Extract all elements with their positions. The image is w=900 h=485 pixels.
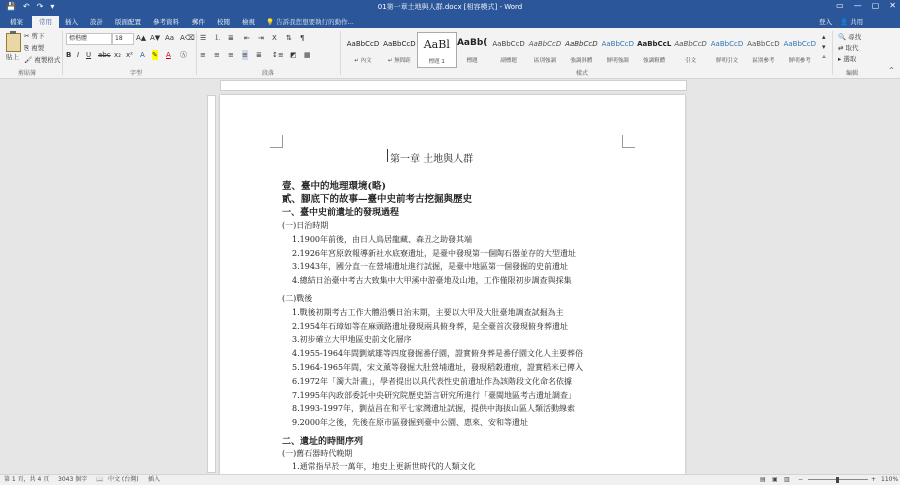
align-right-icon[interactable]: ≡ (228, 51, 234, 59)
style-item[interactable] (708, 32, 746, 66)
language-indicator[interactable]: 中文 (台灣) (108, 476, 139, 483)
editing-group-label: 編輯 (846, 70, 859, 77)
style-preview: AaBbCcD (747, 40, 780, 48)
share-icon: 👤 (840, 18, 849, 26)
list-item: 2.1954年石璋如等在麻頭路遺址發現兩具俯身葬，是全臺首次發現俯身葬遺址 (292, 322, 568, 331)
styles-scroll-down-icon[interactable]: ▾ (822, 43, 826, 51)
style-name: 標題 1 (428, 59, 445, 65)
style-preview: AaBbCcD (492, 40, 525, 48)
horizontal-ruler[interactable] (220, 80, 687, 91)
list-item: 2.1926年宮原敦報導新社水底寮遺址，是臺中發現第一個陶石器並存的大型遺址 (292, 249, 576, 258)
style-name: 鮮明參考 (788, 58, 811, 64)
align-center-icon[interactable]: ≡ (214, 51, 220, 59)
bold-icon[interactable]: B (66, 51, 72, 59)
zoom-in-button[interactable]: + (871, 476, 877, 483)
style-name: ↵ 內文 (354, 58, 372, 64)
share-button[interactable] (840, 17, 863, 26)
tab-references[interactable]: 參考資料 (153, 18, 179, 26)
style-item[interactable] (453, 32, 491, 66)
tab-mailings[interactable]: 郵件 (192, 18, 205, 26)
tab-layout[interactable]: 版面配置 (115, 18, 141, 26)
list-item: 7.1995年內政部委託中央研究院歷史語言研究所進行「臺閩地區考古遺址調查」 (292, 391, 576, 400)
heading-time-series: 二、遺址的時間序列 (282, 437, 364, 447)
copy-button[interactable] (24, 43, 44, 53)
line-spacing-icon[interactable]: ↕≡ (272, 51, 284, 59)
chinese-layout-icon[interactable]: Ⅹ (272, 34, 277, 42)
list-item: 8.1993-1997年，劉益昌在和平七家灣遺址試掘，提供中海拔山區人類活動線索 (292, 404, 576, 413)
style-name: 鮮明強調 (606, 58, 629, 64)
tab-view[interactable]: 檢視 (242, 18, 255, 26)
find-button[interactable] (838, 32, 861, 41)
underline-icon[interactable]: U (86, 51, 92, 59)
justify-icon[interactable]: ≡ (242, 51, 248, 59)
change-case-icon[interactable]: Aa (165, 34, 175, 42)
heading-archaeology: 貳、腳底下的故事—臺中史前考古挖掘與歷史 (282, 194, 473, 205)
list-item: 5.1964-1965年間，宋文薰等發掘大肚營埔遺址，發現稻穀遺痕，證實稻米已傳入 (292, 363, 584, 372)
superscript-icon[interactable]: x² (126, 51, 133, 59)
minimize-button[interactable]: — (853, 1, 862, 10)
vertical-ruler[interactable] (207, 95, 216, 473)
grow-font-icon[interactable]: A▲ (136, 34, 147, 42)
replace-icon: ⇄ (838, 44, 844, 52)
zoom-slider-thumb[interactable] (836, 477, 839, 483)
copy-icon: ⎘ (24, 44, 30, 52)
heading-discovery: 一、臺中史前遺址的發現過程 (282, 208, 400, 218)
replace-button[interactable] (838, 43, 859, 52)
redo-icon[interactable]: ↷ (36, 2, 44, 11)
style-item[interactable] (380, 32, 418, 66)
style-item[interactable] (526, 32, 564, 66)
style-preview: AaBb( (456, 38, 488, 48)
style-preview: AaBbCcD (528, 40, 562, 48)
style-name: 強調粗體 (643, 58, 666, 64)
tab-review[interactable]: 校閱 (217, 18, 230, 26)
maximize-button[interactable]: ▢ (871, 1, 880, 10)
font-name-dropdown[interactable]: 標楷體 (66, 33, 112, 45)
style-name: ↵ 無間距 (387, 58, 411, 64)
format-painter-label: 複製格式 (34, 56, 61, 64)
tab-insert[interactable]: 插入 (65, 18, 78, 26)
cut-button[interactable] (24, 31, 45, 40)
styles-more-icon[interactable]: ⩡ (822, 53, 826, 61)
format-painter-button[interactable] (24, 55, 60, 64)
style-item[interactable] (672, 32, 710, 66)
font-size-dropdown[interactable]: 18 (112, 33, 134, 45)
show-marks-icon[interactable]: ¶ (300, 34, 305, 42)
cut-label: 剪下 (31, 32, 45, 40)
paragraph-group-label: 段落 (262, 70, 275, 77)
print-layout-icon[interactable]: ▣ (772, 476, 778, 483)
list-item: 4.1955-1964年間劉斌雄等四度發掘番仔園，證實俯身葬是番仔園文化人主要葬俗 (292, 349, 584, 358)
save-icon[interactable]: 💾 (6, 2, 16, 11)
close-button[interactable]: ✕ (889, 1, 896, 10)
insert-mode[interactable]: 插入 (148, 476, 161, 483)
style-name: 區別強調 (533, 58, 556, 64)
status-bar (0, 474, 900, 485)
brush-icon: 🖌 (24, 56, 33, 64)
style-item[interactable] (599, 32, 637, 66)
paste-button-label[interactable]: 貼上 (6, 53, 19, 61)
numbering-icon[interactable]: ⒈ (214, 34, 221, 42)
proofing-icon[interactable]: 📖 (96, 476, 104, 483)
styles-scroll-up-icon[interactable]: ▴ (822, 33, 826, 41)
list-item: 1.通常指早於一萬年，地史上更新世時代的人類文化 (292, 462, 476, 471)
subscript-icon[interactable]: x₂ (114, 51, 121, 59)
list-item: 3.初步確立大甲地區史前文化層序 (292, 335, 412, 344)
list-item: 4.總結日治臺中考古大致集中大甲溪中游臺地及山地，工作僅限初步調查與採集 (292, 276, 572, 285)
crop-mark (622, 135, 635, 148)
style-name: 鮮明引文 (715, 58, 738, 64)
text-effects-icon[interactable]: A (140, 51, 145, 59)
tab-home[interactable]: 常用 (32, 16, 59, 28)
replace-label: 取代 (845, 44, 859, 52)
highlight-icon[interactable]: ✎ (152, 51, 158, 59)
scissors-icon: ✂ (24, 32, 30, 40)
ribbon-home (0, 28, 900, 79)
chapter-title: 第一章 土地與人群 (390, 150, 473, 165)
word-count[interactable]: 3043 個字 (58, 476, 88, 483)
sign-in-link[interactable]: 登入 (819, 18, 832, 26)
divider (196, 31, 197, 75)
ribbon-display-options-icon[interactable]: ▭ (836, 1, 844, 10)
style-preview: AaBbCcD (601, 40, 635, 48)
list-item: 6.1972年「濁大計畫」，學者提出以具代表性史前遺址作為該階段文化命名依據 (292, 377, 572, 386)
tell-me-search[interactable] (266, 17, 354, 26)
find-label: 尋找 (848, 33, 862, 41)
style-item[interactable] (490, 32, 528, 66)
style-preview: AaBbCcL (637, 40, 672, 48)
style-preview: AaBbCcD (346, 40, 380, 48)
multilevel-list-icon[interactable]: ≣ (228, 34, 234, 42)
divider (832, 31, 833, 75)
style-preview: AaBbCcD (710, 40, 744, 48)
clipboard-group-label: 剪貼簿 (18, 70, 37, 77)
zoom-level[interactable]: 110% (881, 476, 899, 483)
page-count[interactable]: 第 1 頁，共 4 頁 (4, 476, 50, 483)
bullets-icon[interactable]: ☰ (200, 34, 207, 42)
tab-file[interactable]: 檔案 (10, 18, 23, 26)
window-title: 01第一章土地與人群.docx [相容模式] - Word (377, 3, 523, 11)
tell-me-text: 告訴我您想要執行的動作... (276, 18, 354, 26)
sort-icon[interactable]: ⇅ (286, 34, 292, 42)
borders-icon[interactable]: ▦ (304, 51, 311, 59)
style-preview: AaBbCcD (565, 40, 598, 48)
section-japanese-era: (一)日治時期 (282, 221, 329, 230)
clear-formatting-icon[interactable]: A⌫ (180, 34, 195, 42)
style-preview: AaBbCcD (783, 40, 817, 48)
select-button[interactable] (838, 54, 856, 63)
shading-icon[interactable]: ◩ (290, 51, 297, 59)
list-item: 9.2000年之後，先後在原市區發掘到臺中公園、惠來、安和等遺址 (292, 418, 528, 427)
section-postwar: (二)戰後 (282, 294, 313, 303)
copy-label: 複製 (31, 44, 45, 52)
font-color-icon[interactable]: A (166, 51, 171, 59)
title-bar (0, 0, 900, 15)
decrease-indent-icon[interactable]: ⇤ (244, 34, 250, 42)
select-label: 選取 (843, 55, 857, 63)
italic-icon[interactable]: I (77, 51, 80, 59)
style-item[interactable] (635, 32, 673, 66)
shrink-font-icon[interactable]: A▼ (150, 34, 161, 42)
style-preview: AaBbCcD (674, 40, 707, 48)
style-preview: AaBl (423, 38, 450, 51)
collapse-ribbon-icon[interactable]: ^ (889, 67, 895, 74)
section-paleolithic: (一)舊石器時代晚期 (282, 449, 353, 458)
share-label: 共用 (850, 18, 864, 26)
style-name: 強調斜體 (570, 58, 593, 64)
search-icon: 🔍 (838, 33, 847, 41)
customize-qat-icon[interactable]: ▾ (50, 2, 55, 11)
distributed-icon[interactable]: ≣ (256, 51, 262, 59)
undo-icon[interactable]: ↶ (22, 2, 30, 11)
list-item: 1.1900年前後，由日人鳥居龍藏、森丑之助發其端 (292, 235, 472, 244)
list-item: 3.1943年，國分直一在營埔遺址進行試掘，是臺中地區第一個發掘的史前遺址 (292, 262, 568, 271)
ribbon-tabs (0, 15, 900, 28)
font-group-label: 字型 (130, 70, 143, 77)
style-item[interactable] (417, 32, 457, 68)
style-item[interactable] (744, 32, 782, 66)
style-item[interactable] (562, 32, 600, 66)
heading-geography: 壹、臺中的地理環境(略) (282, 181, 386, 192)
style-name: 區別參考 (752, 58, 775, 64)
divider (62, 31, 63, 75)
tab-design[interactable]: 設計 (90, 18, 103, 26)
style-name: 引文 (685, 58, 697, 64)
style-item[interactable] (344, 32, 382, 66)
zoom-out-button[interactable]: − (798, 476, 804, 483)
lightbulb-icon: 💡 (266, 18, 275, 26)
char-shading-icon[interactable]: Ⓐ (180, 51, 187, 59)
style-preview: AaBbCcD (383, 40, 416, 48)
read-mode-icon[interactable]: ▤ (760, 476, 766, 483)
crop-mark (270, 135, 283, 148)
align-left-icon[interactable]: ≡ (200, 51, 206, 59)
window-controls (836, 1, 896, 10)
paste-icon[interactable] (6, 33, 21, 52)
style-name: 副標題 (500, 58, 517, 64)
increase-indent-icon[interactable]: ⇥ (258, 34, 264, 42)
styles-gallery (344, 32, 818, 66)
select-icon: ▸ (838, 55, 842, 63)
styles-group-label: 樣式 (576, 70, 589, 77)
style-name: 標題 (466, 58, 478, 64)
list-item: 1.戰後初期考古工作大體沿襲日治末期，主要以大甲及大肚臺地調查試掘為主 (292, 308, 564, 317)
web-layout-icon[interactable]: ▥ (784, 476, 790, 483)
style-item[interactable] (781, 32, 819, 66)
strikethrough-icon[interactable]: abc (98, 51, 111, 59)
divider (340, 31, 341, 75)
document-page[interactable] (220, 95, 685, 475)
